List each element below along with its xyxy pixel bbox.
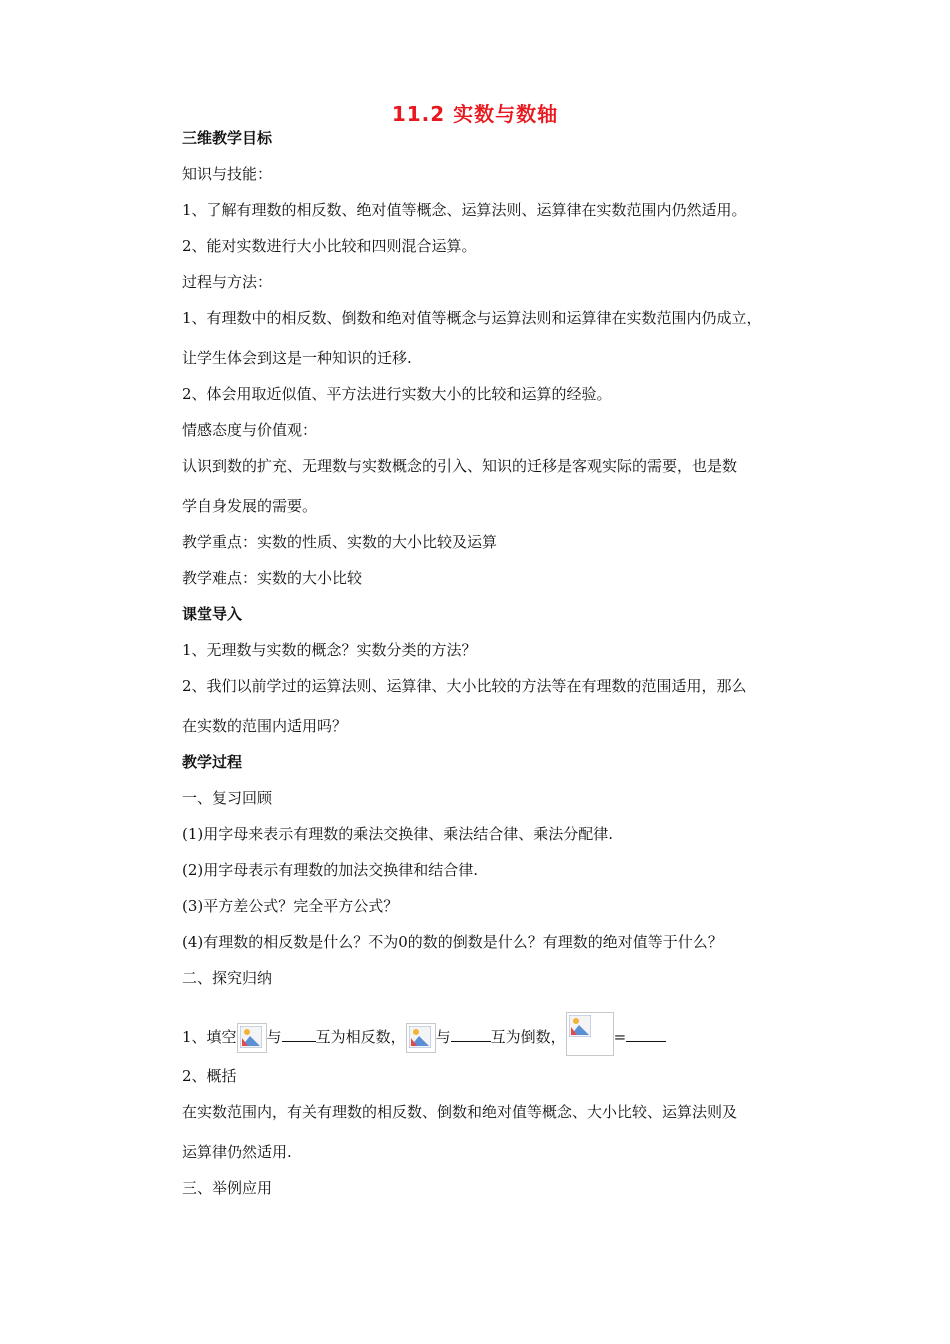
paragraph: 在实数范围内，有关有理数的相反数、倒数和绝对值等概念、大小比较、运算法则及 (182, 1103, 738, 1121)
paragraph: (1)用字母来表示有理数的乘法交换律、乘法结合律、乘法分配律. (182, 825, 614, 843)
paragraph: (4)有理数的相反数是什么？不为0的数的倒数是什么？有理数的绝对值等于什么？ (182, 933, 723, 951)
formula-image-icon (406, 1023, 436, 1053)
subheading-knowledge: 知识与技能： (182, 165, 273, 183)
fill-eq: = (613, 1028, 627, 1046)
document-title: 11.2 实数与数轴 (391, 102, 559, 126)
section-summary: 2、概括 (182, 1067, 237, 1085)
fill-text-2: 互为倒数， (490, 1028, 566, 1046)
fill-text-1: 互为相反数， (315, 1028, 406, 1046)
blank-3 (626, 1027, 666, 1042)
section-review: 一、复习回顾 (182, 789, 273, 807)
key-point: 教学重点：实数的性质、实数的大小比较及运算 (182, 533, 498, 551)
fill-in-line (182, 1012, 666, 1056)
section-apply: 三、举例应用 (182, 1179, 273, 1197)
formula-image-icon (237, 1023, 267, 1053)
fill-prefix: 1、填空 (182, 1028, 237, 1046)
blank-1 (282, 1027, 316, 1042)
paragraph: 运算律仍然适用. (182, 1143, 292, 1161)
section-explore: 二、探究归纳 (182, 969, 273, 987)
heading-process: 教学过程 (182, 753, 243, 771)
subheading-process: 过程与方法： (182, 273, 273, 291)
fill-with-2: 与 (435, 1028, 451, 1046)
paragraph: 学自身发展的需要。 (182, 497, 318, 515)
difficult-point: 教学难点：实数的大小比较 (182, 569, 363, 587)
paragraph: 2、能对实数进行大小比较和四则混合运算。 (182, 237, 477, 255)
blank-2 (451, 1027, 491, 1042)
heading-goals: 三维教学目标 (182, 129, 273, 147)
paragraph: 让学生体会到这是一种知识的迁移. (182, 349, 412, 367)
paragraph: 1、了解有理数的相反数、绝对值等概念、运算法则、运算律在实数范围内仍然适用。 (182, 201, 747, 219)
paragraph: (3)平方差公式？完全平方公式？ (182, 897, 399, 915)
paragraph: 1、有理数中的相反数、倒数和绝对值等概念与运算法则和运算律在实数范围内仍成立， (182, 309, 762, 327)
formula-image-icon (566, 1012, 614, 1056)
paragraph: 在实数的范围内适用吗？ (182, 717, 348, 735)
subheading-attitude: 情感态度与价值观： (182, 421, 318, 439)
paragraph: 认识到数的扩充、无理数与实数概念的引入、知识的迁移是客观实际的需要，也是数 (182, 457, 738, 475)
paragraph: 2、体会用取近似值、平方法进行实数大小的比较和运算的经验。 (182, 385, 612, 403)
paragraph: (2)用字母表示有理数的加法交换律和结合律. (182, 861, 479, 879)
paragraph: 1、无理数与实数的概念？实数分类的方法？ (182, 641, 477, 659)
fill-with-1: 与 (266, 1028, 282, 1046)
paragraph: 2、我们以前学过的运算法则、运算律、大小比较的方法等在有理数的范围适用，那么 (182, 677, 747, 695)
heading-intro: 课堂导入 (182, 605, 243, 623)
